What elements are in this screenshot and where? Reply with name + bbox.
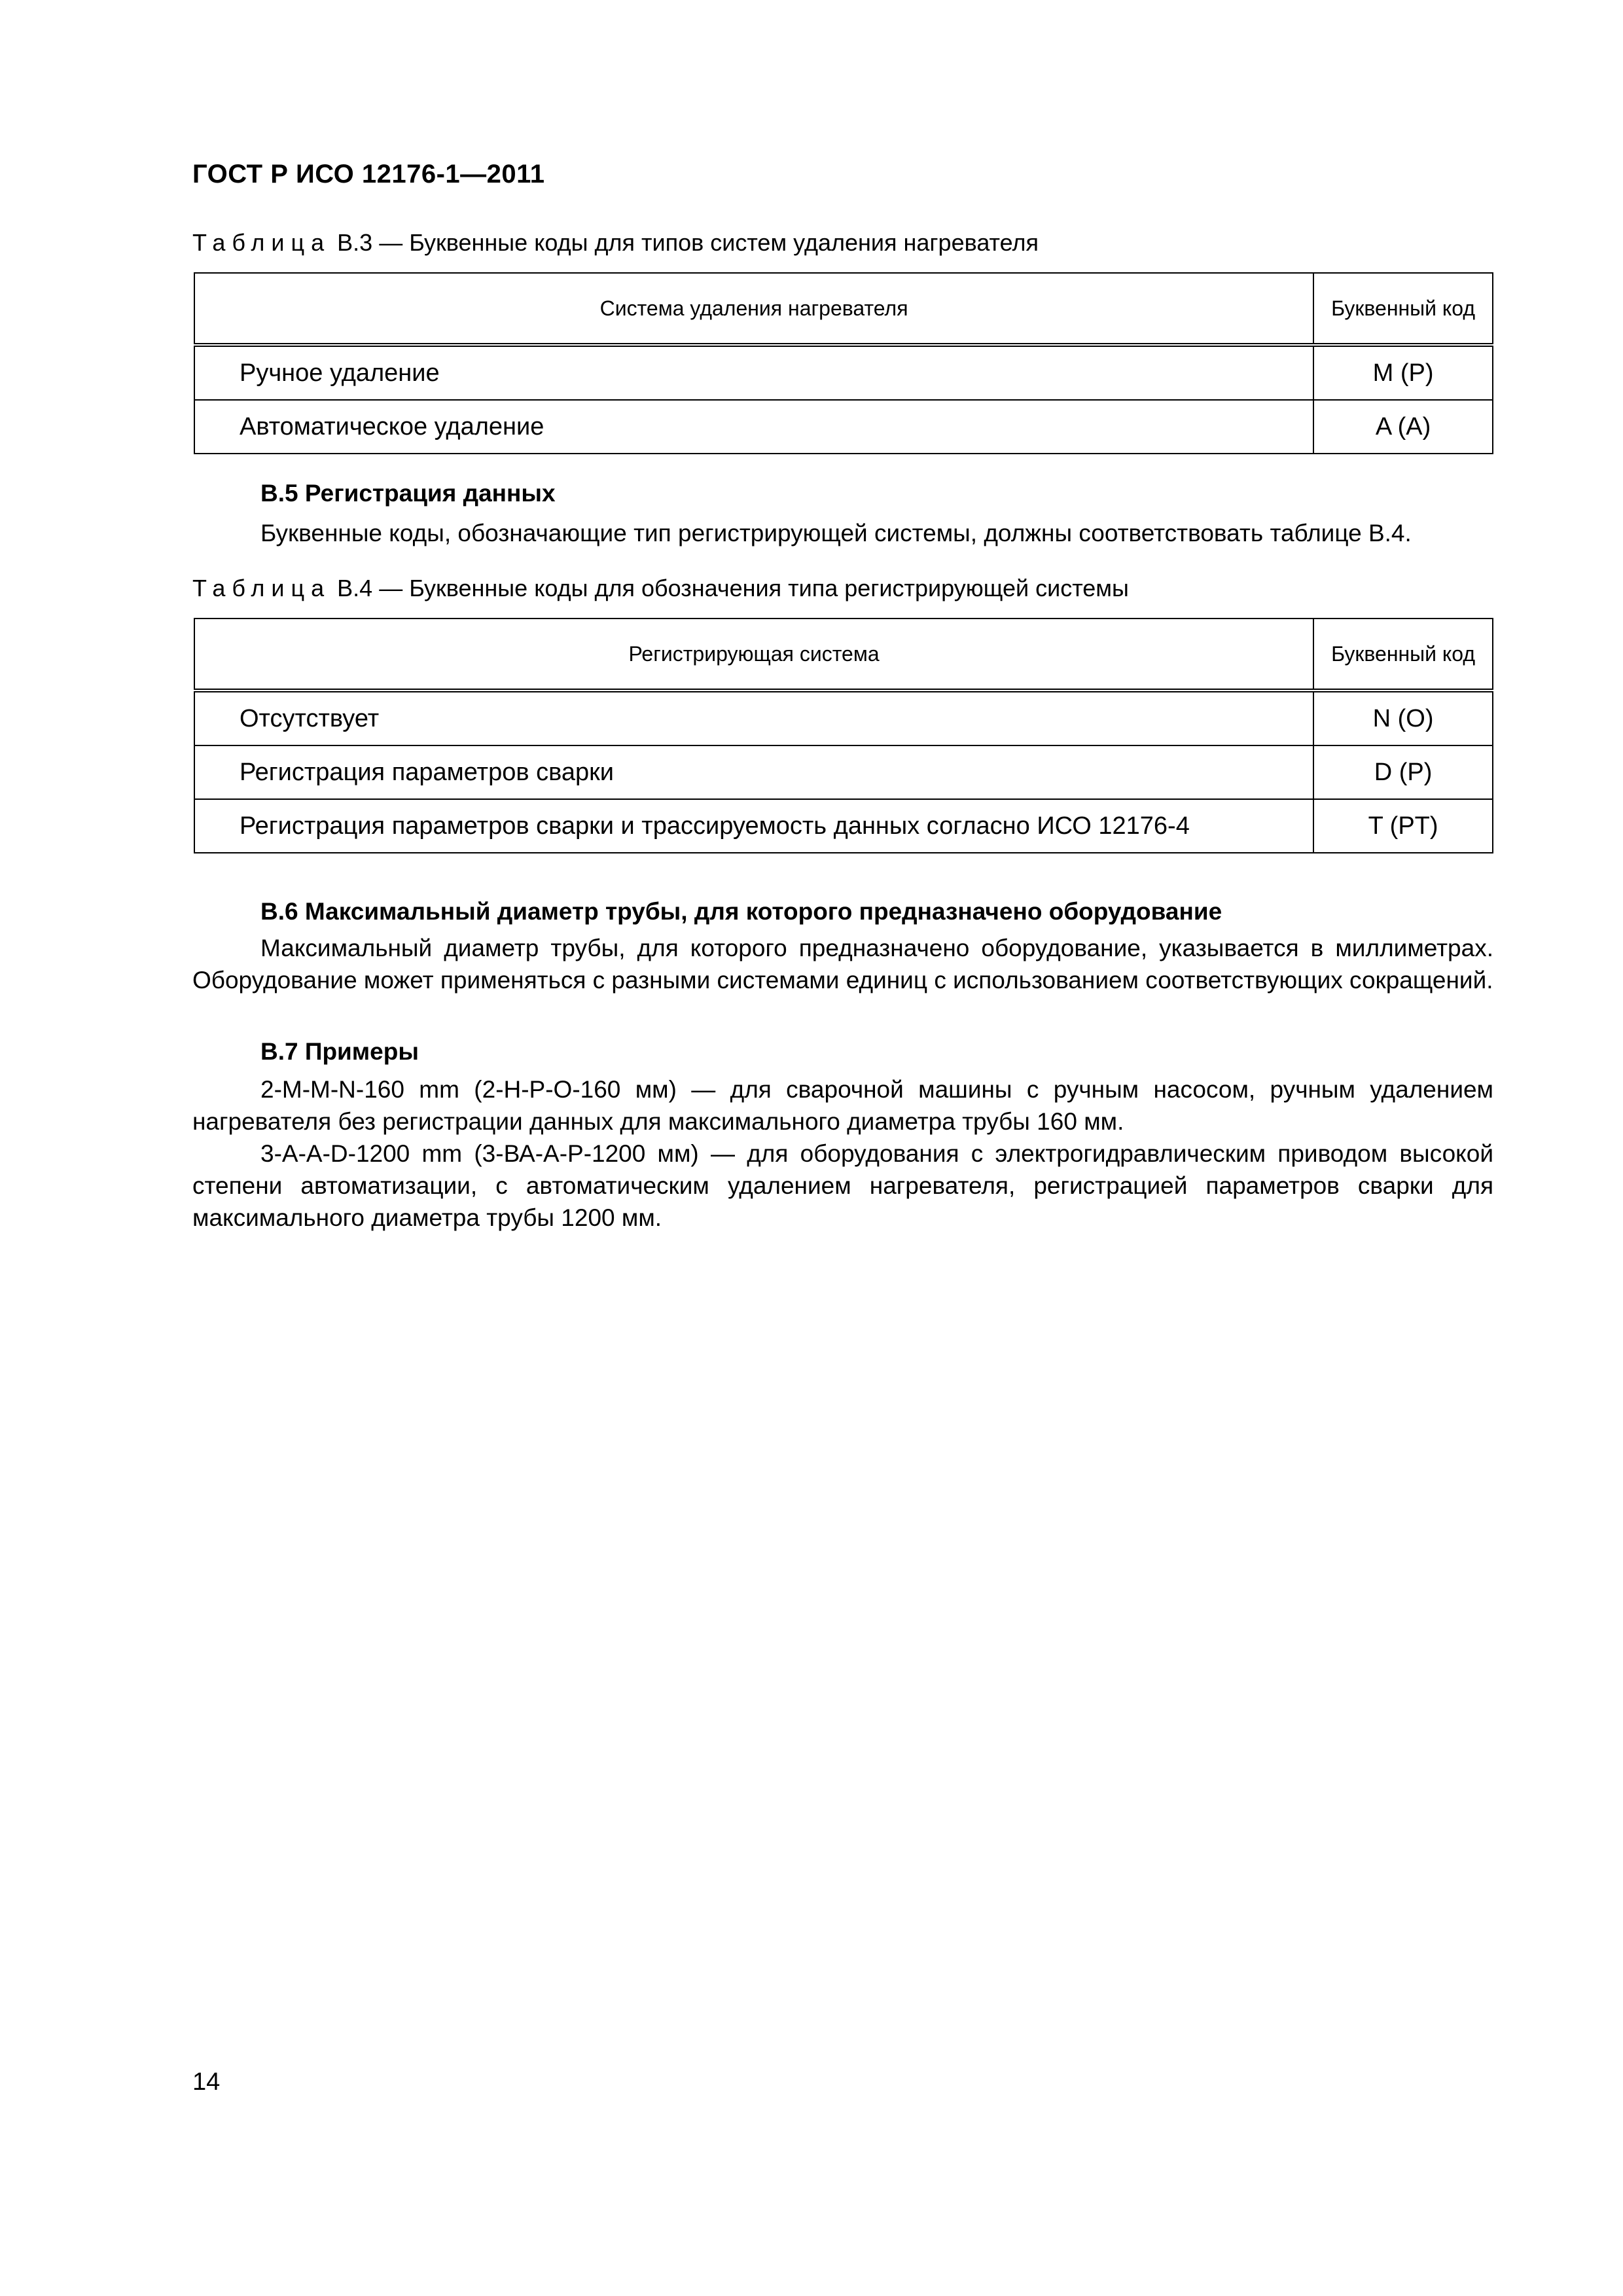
table-row <box>194 799 1493 853</box>
table-cell-system: Регистрация параметров сварки <box>194 745 1313 799</box>
table-header-row <box>194 273 1493 345</box>
document-header: ГОСТ Р ИСО 12176-1—2011 <box>192 160 545 188</box>
table-row <box>194 745 1493 799</box>
section-b7-example-1: 2-M-M-N-160 mm (2-Н-Р-О-160 мм) — для сварочной машины с ручным насосом, ручным удалением нагревателя без регистрации данных для максимального диаметра трубы 160 мм. <box>192 1076 1493 1135</box>
column-header-code: Буквенный код <box>1313 273 1493 345</box>
table-row <box>194 400 1493 454</box>
table-b3-caption-text: В.3 — Буквенные коды для типов систем удаления нагревателя <box>337 229 1039 256</box>
table-row <box>194 345 1493 400</box>
column-header-system: Система удаления нагревателя <box>194 273 1313 345</box>
table-cell-system: Отсутствует <box>194 691 1313 745</box>
table-cell-code: A (A) <box>1313 400 1493 454</box>
table-cell-code: D (P) <box>1313 745 1493 799</box>
table-cell-system: Регистрация параметров сварки и трассируемость данных согласно ИСО 12176-4 <box>194 799 1313 853</box>
table-b4-caption <box>192 575 1129 602</box>
section-b5-title: В.5 Регистрация данных <box>260 480 556 507</box>
table-b4-caption-text: В.4 — Буквенные коды для обозначения типа регистрирующей системы <box>337 575 1129 601</box>
table-cell-system: Автоматическое удаление <box>194 400 1313 454</box>
table-cell-code: N (O) <box>1313 691 1493 745</box>
table-b3 <box>194 272 1493 454</box>
section-b7-example-2: 3-A-A-D-1200 mm (3-ВА-А-Р-1200 мм) — для оборудования с электрогидравлическим приводом высокой степени автоматизации, с автоматическим удалением нагревателя, регистрацией параметров сварки для максимального диаметра трубы 1200 мм. <box>192 1140 1493 1231</box>
section-b6-text: Максимальный диаметр трубы, для которого предназначено оборудование, указывается в миллиметрах. Оборудование может применяться с разными системами единиц с использованием соответствующих сокращений. <box>192 935 1493 994</box>
page-number: 14 <box>192 2068 221 2096</box>
section-b6-title: В.6 Максимальный диаметр трубы, для которого предназначено оборудование <box>260 898 1222 925</box>
section-b5-text: Буквенные коды, обозначающие тип регистрирующей системы, должны соответствовать таблице В.4. <box>260 520 1412 547</box>
table-header-row <box>194 619 1493 691</box>
table-row <box>194 691 1493 745</box>
table-b4 <box>194 618 1493 853</box>
section-b7-title: В.7 Примеры <box>260 1038 419 1065</box>
table-b4-caption-word: Таблица <box>192 575 331 601</box>
table-cell-system: Ручное удаление <box>194 345 1313 400</box>
table-b3-caption-word: Таблица <box>192 229 331 256</box>
table-b3-caption <box>192 229 1039 257</box>
column-header-code: Буквенный код <box>1313 619 1493 691</box>
table-cell-code: M (P) <box>1313 345 1493 400</box>
column-header-system: Регистрирующая система <box>194 619 1313 691</box>
table-cell-code: T (PT) <box>1313 799 1493 853</box>
